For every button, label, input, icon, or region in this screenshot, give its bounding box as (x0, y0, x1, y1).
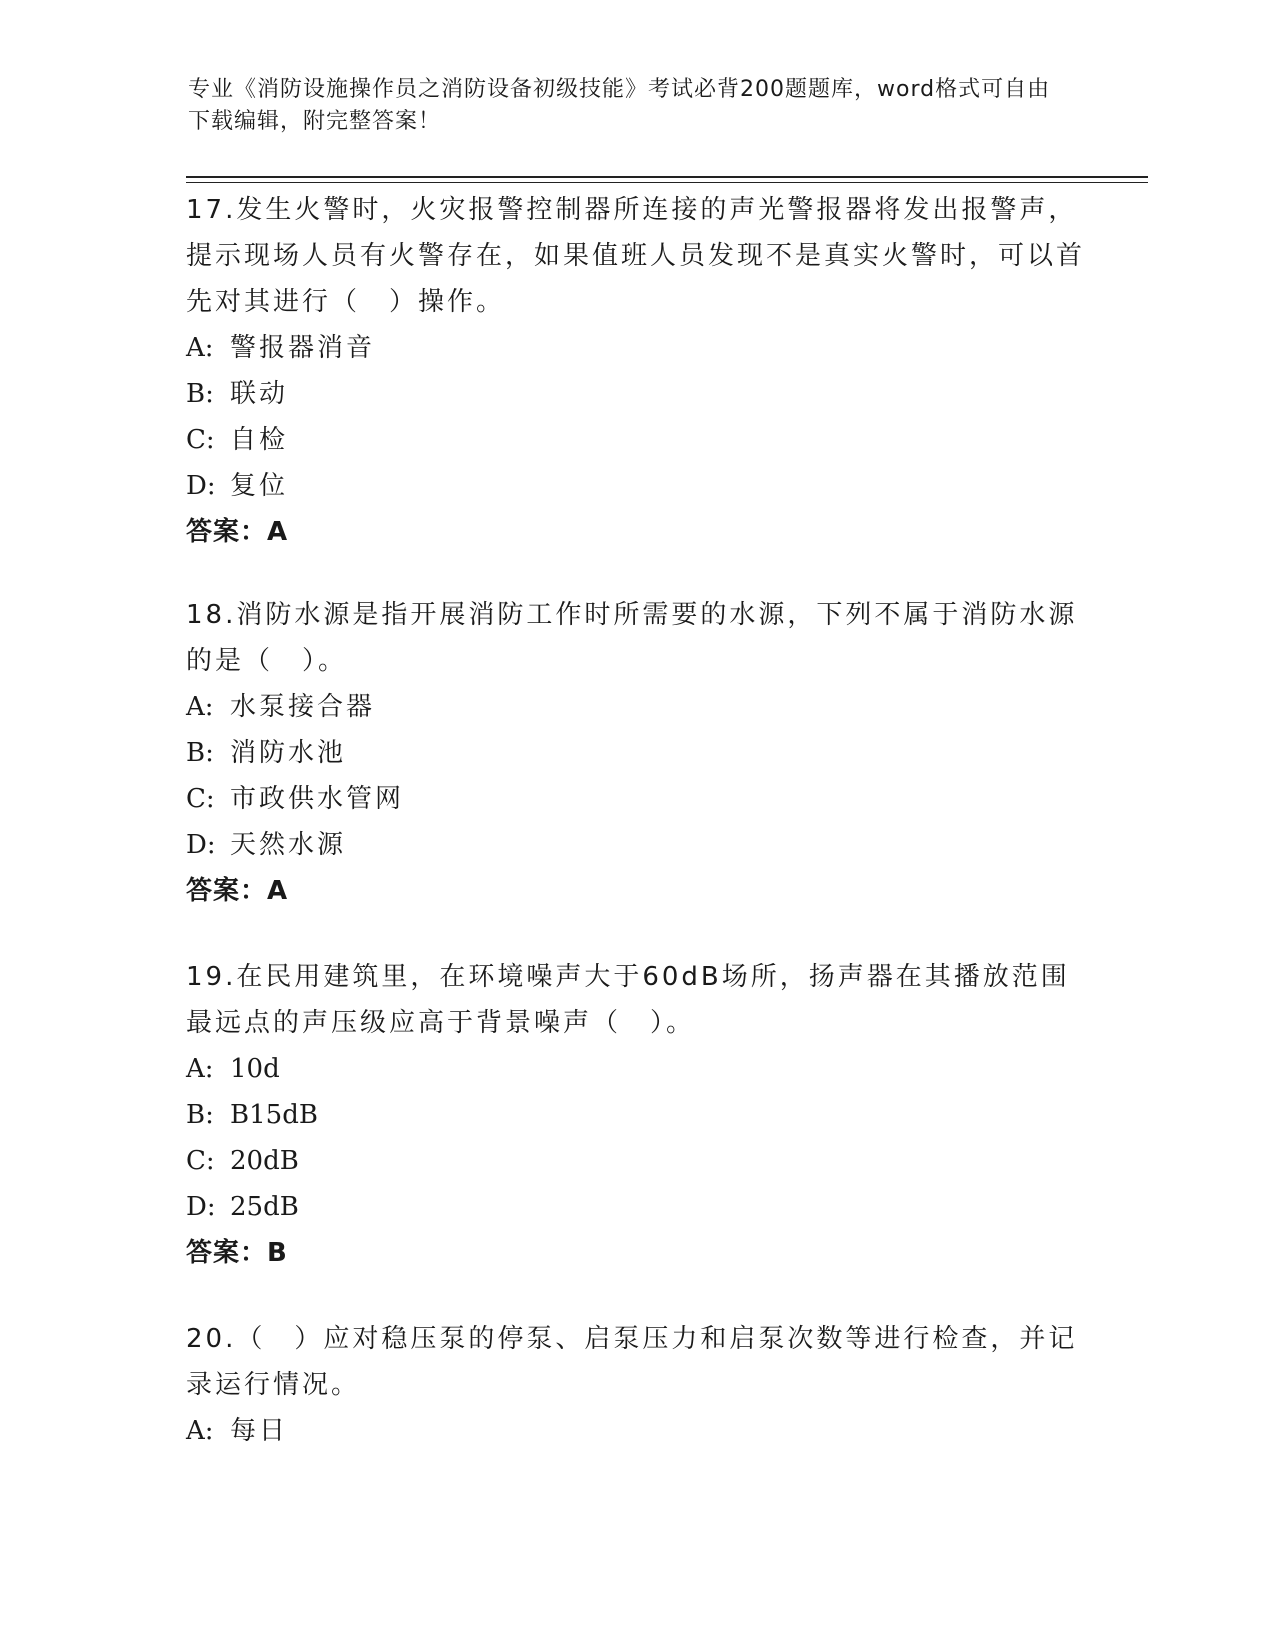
header-divider-thick (186, 176, 1148, 178)
option-a (186, 1408, 1086, 1454)
option-text: 市政供水管网 (230, 784, 405, 814)
option-d (186, 822, 1086, 868)
option-text: 25dB (230, 1192, 299, 1222)
option-a (186, 325, 1086, 371)
option-text: 警报器消音 (230, 333, 376, 363)
option-text: 消防水池 (230, 738, 347, 768)
option-key: D: (186, 1192, 216, 1222)
option-a (186, 684, 1086, 730)
document-header: 专业《消防设施操作员之消防设备初级技能》考试必背200题题库，word格式可自由下载编辑，附完整答案！ (188, 77, 1051, 134)
question-stem: 17.发生火警时，火灾报警控制器所连接的声光警报器将发出报警声，提示现场人员有火警存在，如果值班人员发现不是真实火警时，可以首先对其进行（ ）操作。 (186, 195, 1086, 317)
option-text: 联动 (230, 379, 289, 409)
option-key: A: (186, 1416, 214, 1446)
question-17 (186, 187, 1086, 555)
question-20 (186, 1316, 1086, 1454)
option-key: A: (186, 692, 214, 722)
option-d (186, 463, 1086, 509)
option-text: B15dB (230, 1100, 318, 1130)
question-19 (186, 954, 1086, 1276)
option-text: 复位 (230, 471, 289, 501)
option-b (186, 371, 1086, 417)
option-d (186, 1184, 1086, 1230)
option-text: 自检 (230, 425, 289, 455)
question-stem: 20.（ ）应对稳压泵的停泵、启泵压力和启泵次数等进行检查，并记录运行情况。 (186, 1324, 1078, 1400)
option-b (186, 1092, 1086, 1138)
option-c (186, 1138, 1086, 1184)
option-text: 20dB (230, 1146, 299, 1176)
header-divider-thin (186, 182, 1148, 183)
option-a (186, 1046, 1086, 1092)
option-b (186, 730, 1086, 776)
option-key: B: (186, 738, 214, 768)
answer-line: 答案：A (186, 517, 289, 547)
option-key: C: (186, 425, 215, 455)
option-key: C: (186, 1146, 215, 1176)
question-stem: 18.消防水源是指开展消防工作时所需要的水源，下列不属于消防水源的是（ ）。 (186, 600, 1078, 676)
option-key: B: (186, 1100, 214, 1130)
option-c (186, 417, 1086, 463)
answer-line: 答案：B (186, 1238, 288, 1268)
option-key: D: (186, 471, 216, 501)
option-text: 每日 (230, 1416, 289, 1446)
option-text: 水泵接合器 (230, 692, 376, 722)
option-key: A: (186, 333, 214, 363)
option-text: 10d (230, 1054, 280, 1084)
option-key: D: (186, 830, 216, 860)
question-stem: 19.在民用建筑里，在环境噪声大于60dB场所，扬声器在其播放范围最远点的声压级应高于背景噪声（ ）。 (186, 962, 1070, 1038)
option-text: 天然水源 (230, 830, 347, 860)
answer-line: 答案：A (186, 876, 289, 906)
question-18 (186, 592, 1086, 914)
option-c (186, 776, 1086, 822)
option-key: C: (186, 784, 215, 814)
option-key: B: (186, 379, 214, 409)
option-key: A: (186, 1054, 214, 1084)
